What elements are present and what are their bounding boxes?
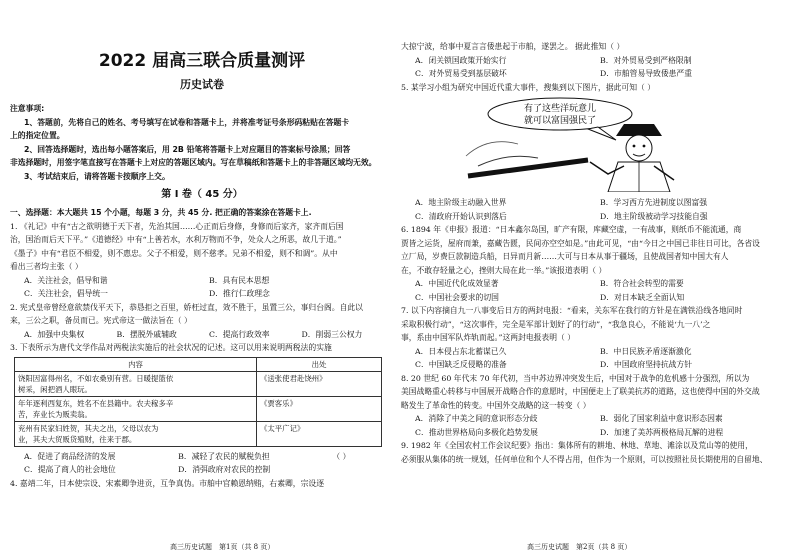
cartoon-caption-line-1: 有了这些洋玩意儿 — [523, 104, 597, 114]
question-1-options — [10, 274, 394, 288]
option-d: D．地主阶级被动学习技能自强 — [600, 211, 708, 221]
table-cell-content: 兖州有民家妇姓贺，其夫之出，父母以农为 业，其夫大贸贩货殖财，往来于郡。 — [15, 421, 257, 446]
question-9-line: 必须服从集体的统一规划，任何单位和个人不得占用，但作为一个原则，可以按照社员长期使用的自留地、 — [401, 454, 768, 464]
question-7-line: 事，系由中国军队炸轨而起。”这两封电报表明（ ） — [401, 333, 576, 342]
spacer — [332, 463, 394, 477]
cartoon-caption-line-2: 就可以富国强民了 — [523, 116, 597, 126]
table-cell-content: 年年逐利西复东，姓名不在县籍中。农夫稼多辛 苦，弃业长为贩卖翁。 — [15, 396, 257, 421]
notice-line: 2、回答选择题时，选出每小题答案后，用 2B 铅笔将答题卡上对应题目的答案标号涂黑；回答 — [24, 144, 351, 154]
question-7-options — [401, 358, 785, 372]
option-d: D．削弱三公权力 — [301, 329, 363, 339]
table-header-source: 出处 — [257, 357, 382, 371]
question-2-line: 来，三公之职，备员而已。宪式帝这一做法旨在（ ） — [10, 316, 192, 325]
cartoon-illustration — [448, 96, 738, 192]
question-1-line: 治，国治而后天下平。”《道德经》中有“上善若水，水利万物而不争，处众人之所恶，故几于道。” — [10, 235, 342, 244]
section-title: 第 I 卷（ 45 分） — [161, 189, 243, 200]
question-5-line: 5. 某学习小组为研究中国近代重大事件，搜集到以下图片，据此可知（ ） — [401, 82, 656, 92]
question-8-line: 略发生了革命性的转变。中国外交战略的这一转变（ ） — [401, 400, 591, 410]
notice-line: 非选择题时，用签字笔直接写在答题卡上对应的答题区域内。写在草稿纸和答题卡上的非答题区域均无效。 — [10, 158, 377, 167]
option-a: A．日本侵占东北蓄谋已久 — [415, 346, 507, 356]
right-page — [401, 0, 785, 560]
question-3-line: 3. 下表所示为唐代文学作品对两税法实施后的社会状况的记述。这可以用来说明两税法的实施 — [10, 343, 332, 352]
question-6-options — [401, 277, 785, 291]
question-8-options — [401, 412, 785, 426]
left-page — [10, 0, 394, 560]
cartoon-drawing — [448, 96, 738, 192]
option-c: C．提高了商人的社会地位 — [24, 465, 116, 474]
question-9-line: 9. 1982 年《全国农村工作会议纪要》指出：集体所有的耕地、林地、草地、滩涂以及荒山等的使用， — [401, 441, 753, 450]
question-6-line: 立厂局，岁费巨款制造兵船，日异而月新……大可与日本从事于疆场，且使战国者知中国大有人 — [401, 252, 729, 261]
question-3-options — [10, 463, 394, 477]
question-4-options — [401, 67, 785, 81]
question-1-line: 看出三者均主张（ ） — [10, 262, 83, 271]
question-1-line: 1. 《礼记》中有“古之欲明德于天下者，先治其国……心正而后身修，身修而后家齐，家齐而后国 — [10, 221, 344, 231]
question-3-table — [14, 357, 382, 447]
notice-line: 上的指定位置。 — [10, 131, 65, 140]
question-6-line: 贾皆之运货，屋府而兼，嘉藏告匮，民间亦空空如是。”由此可见，“由“今日之中国已非往日可比，各省设 — [401, 238, 760, 248]
option-b: B．弱化了国家利益中意识形态因素 — [600, 414, 723, 423]
table-header-content: 内容 — [15, 357, 257, 371]
question-5-options — [401, 210, 785, 224]
question-5-options — [401, 196, 785, 210]
option-c: C．关注社会，倡导统一 — [24, 289, 108, 298]
option-a: A．中国近代化成效显著 — [415, 279, 499, 288]
question-6-line: 在，不敢存轻量之心，挫则大局在此一举。”该报道表明（ ） — [401, 265, 607, 275]
option-a: A．闭关锁国政策开始实行 — [415, 55, 507, 65]
table-row — [15, 396, 382, 421]
question-7-line: 采取积极行动”，“这次事件，完全是军部计划好了的行动”，“我急良心，不能说‘九一八’之 — [401, 319, 711, 329]
option-d: D．加速了美苏两极格局瓦解的进程 — [600, 427, 724, 437]
option-c: C．中国缺乏反侵略的准备 — [415, 360, 507, 369]
question-1-options — [10, 287, 394, 301]
question-8-options — [401, 426, 785, 440]
table-row — [15, 371, 382, 396]
question-7-line: 7. 以下内容摘自九一八事变后日方的两封电报：“看来，关东军在我行的方针是在满铁沿线各地同时 — [401, 306, 743, 315]
option-b: B．摆脱外戚辅政 — [116, 329, 177, 339]
option-d: D．中国政府坚持抗战方针 — [600, 360, 693, 369]
page-footer: 高三历史试题 第2页（共 8 页） — [527, 543, 632, 551]
option-a: A．促进了商品经济的发展 — [24, 451, 116, 461]
option-c: C．清政府开始认识到落后 — [415, 211, 507, 221]
question-2-options — [10, 328, 394, 342]
option-d: D．消弭政府对农民的控制 — [178, 465, 271, 474]
notice-line: 3、考试结束后，请将答题卡按顺序上交。 — [24, 171, 170, 181]
option-b: B．学习西方先进制度以图富强 — [600, 198, 708, 207]
option-d: D．推行仁政理念 — [209, 289, 270, 298]
question-7-options — [401, 345, 785, 359]
question-8-line: 美国战略重心转移与中国展开战略合作的意愿时，中国便走上了联美抗苏的道路，这也使得中国的外交战 — [401, 387, 760, 396]
question-1-line: 《墨子》中有“君臣不相爱，则不惠忠。父子不相爱，则不慈孝。兄弟不相爱，则不和调”。从中 — [10, 248, 338, 258]
question-6-options — [401, 291, 785, 305]
option-a: A．地主阶级主动融入世界 — [415, 198, 507, 207]
table-cell-source: 《送张使君赴饶州》 — [257, 371, 382, 396]
question-4-options — [401, 54, 785, 68]
table-row — [15, 421, 382, 446]
question-8-line: 8. 20 世纪 60 年代末 70 年代初，当中苏边界冲突发生后，中国对于战争的危机感十分强烈，所以为 — [401, 373, 750, 383]
table-cell-source: 《贾客乐》 — [257, 396, 382, 421]
option-b: B．中日民族矛盾逐渐激化 — [600, 346, 692, 356]
exam-subtitle: 历史试卷 — [180, 78, 224, 91]
option-c: C．提高行政效率 — [209, 329, 270, 339]
option-c: C．对外贸易受到基层破坏 — [415, 69, 507, 78]
question-4-line: 4. 嘉靖二年，日本使宗设、宋素卿争进贡，互争真伪。市舶中官赖恩纳贿，右素卿，宗设逐 — [10, 478, 324, 488]
option-a: A．关注社会，倡导和谐 — [24, 275, 108, 285]
notice-heading: 注意事项: — [10, 104, 45, 113]
option-d: D．市舶管易导致倭患严重 — [600, 69, 693, 78]
option-c: C．中国社会要求的切国 — [415, 292, 499, 302]
instructions: 一、选择题：本大题共 15 个小题，每题 3 分，共 45 分. 把正确的答案涂在答题卡上. — [10, 208, 312, 217]
answer-blank: （ ） — [332, 451, 351, 461]
question-2-line: 2. 宪式皇帝曾经意欲禁伐平天下，恭恳拒之百里，娇枉过直，效不胜于，虽置三公，事归台阁。自此以 — [10, 302, 363, 312]
option-a: A．消除了中美之间的意识形态分歧 — [415, 414, 538, 423]
option-b: B．具有民本思想 — [209, 275, 270, 285]
option-c: C．推动世界格局向多极化趋势发展 — [415, 427, 538, 437]
option-b: B．对外贸易受到严格限制 — [600, 55, 692, 65]
table-cell-content: 饶阳因富得州名，不如农桑别有营。日暖提篮依 树采，闲把酒人眼玩。 — [15, 371, 257, 396]
question-3-options — [10, 450, 394, 464]
question-6-line: 6. 1894 年《申报》报道：“日本鑫尔岛国，旷产有限，库藏空虚，一有战事，则纸币不能流通，商 — [401, 225, 742, 234]
option-a: A．加强中央集权 — [24, 329, 85, 339]
question-4-continued: 大掠宁波，给事中夏言言倭患起于市舶，遂罢之。 据此推知（ ） — [401, 42, 625, 51]
option-d: D．对日本缺乏全面认知 — [600, 292, 685, 302]
option-b: B．减轻了农民的赋税负担 — [178, 451, 270, 461]
table-cell-source: 《太平广记》 — [257, 421, 382, 446]
exam-title: 2022 届高三联合质量测评 — [98, 51, 306, 71]
notice-line: 1、答题前，先将自己的姓名、考号填写在试卷和答题卡上，并将准考证号条形码粘贴在答题卡 — [24, 117, 350, 127]
option-b: B．符合社会转型的需要 — [600, 279, 684, 288]
page-footer: 高三历史试题 第1页（共 8 页） — [170, 543, 275, 551]
